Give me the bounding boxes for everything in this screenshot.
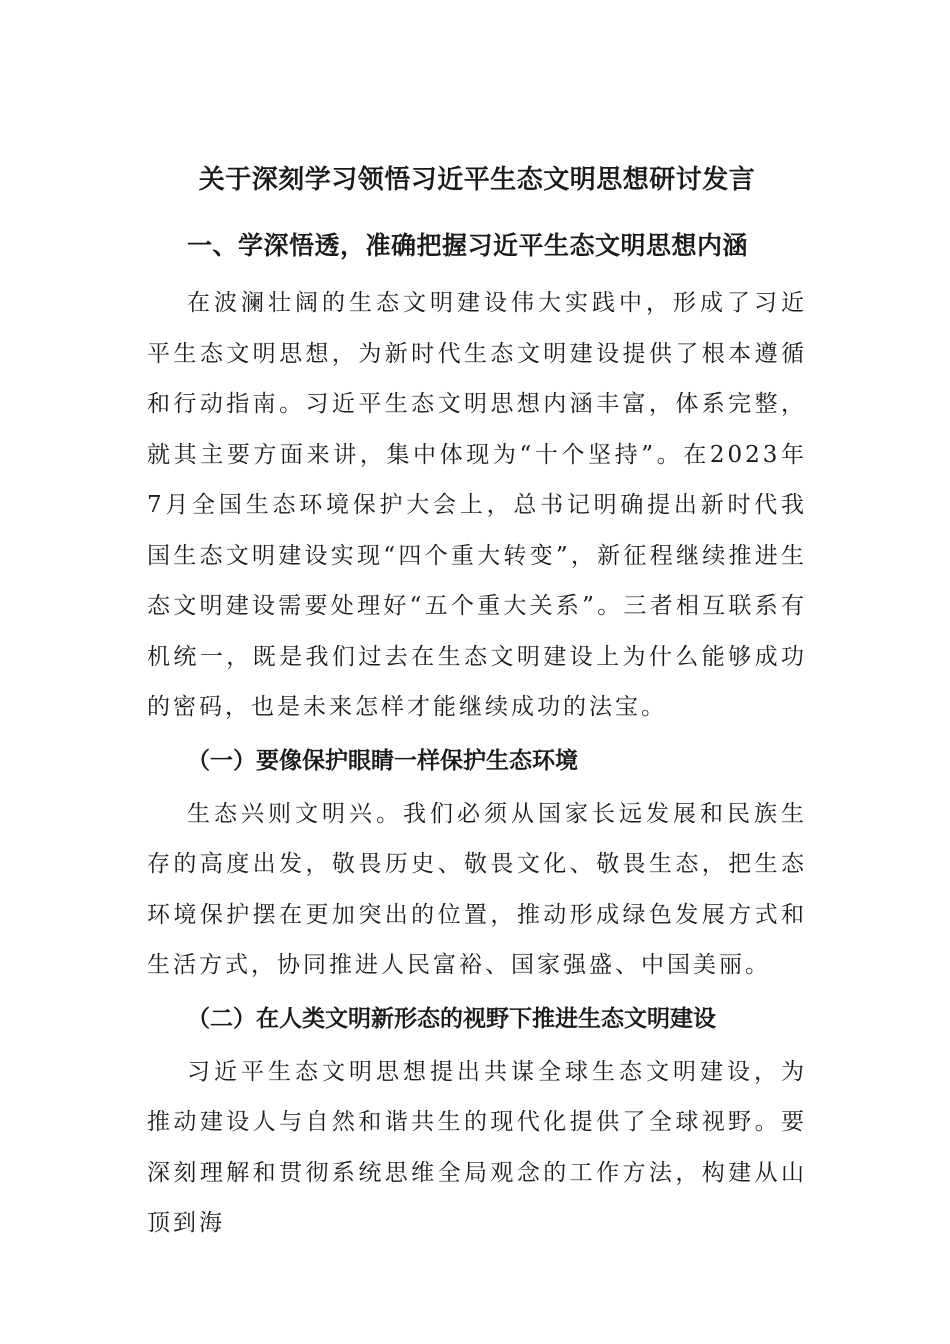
subsection-heading-2: （二）在人类文明新形态的视野下推进生态文明建设 [187,1005,716,1032]
section-1-paragraph: 在波澜壮阔的生态文明建设伟大实践中，形成了习近平生态文明思想，为新时代生态文明建设提供了根本遵循和行动指南。习近平生态文明思想内涵丰富，体系完整，就其主要方面来讲，集中体现为“十个坚持”。在2023年7月全国生态环境保护大会上，总书记明确提出新时代我国生态文明建设实现“四个重大转变”，新征程继续推进生态文明建设需要处理好“五个重大关系”。三者相互联系有机统一，既是我们过去在生态文明建设上为什么能够成功的密码，也是未来怎样才能继续成功的法宝。 [147,290,807,720]
subsection-1-paragraph: 生态兴则文明兴。我们必须从国家长远发展和民族生存的高度出发，敬畏历史、敬畏文化、敬畏生态，把生态环境保护摆在更加突出的位置，推动形成绿色发展方式和生活方式，协同推进人民富裕、国家强盛、中国美丽。 [147,800,807,978]
section-heading-1: 一、学深悟透，准确把握习近平生态文明思想内涵 [187,231,749,260]
document-title: 关于深刻学习领悟习近平生态文明思想研讨发言 [198,165,756,195]
subsection-2-paragraph: 习近平生态文明思想提出共谋全球生态文明建设，为推动建设人与自然和谐共生的现代化提供了全球视野。要深刻理解和贯彻系统思维全局观念的工作方法，构建从山顶到海 [147,1058,807,1236]
document-page [147,160,807,1249]
subsection-heading-1: （一）要像保护眼睛一样保护生态环境 [187,747,578,774]
